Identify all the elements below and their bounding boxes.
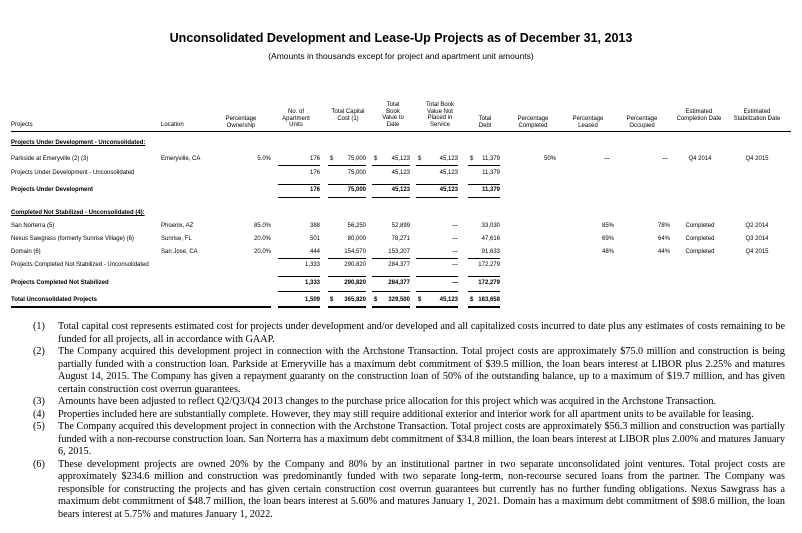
dollar-sign: $ <box>330 156 334 162</box>
occupied-cell: 44% <box>657 249 670 255</box>
column-rule <box>416 197 458 198</box>
capital-cost-cell: 290,820 <box>344 280 366 286</box>
completion-cell: Completed <box>685 236 715 242</box>
occupied-cell: — <box>662 156 668 162</box>
capital-cost-cell: 154,570 <box>344 249 366 255</box>
column-rule <box>328 276 366 277</box>
total-label: Projects Under Development <box>11 187 94 193</box>
dollar-sign: $ <box>418 156 422 162</box>
stabilization-cell: Q3 2014 <box>745 236 769 242</box>
not-in-service-cell: — <box>452 262 458 268</box>
project-name: San Norterra (5) <box>11 223 55 229</box>
column-rule <box>468 258 500 259</box>
not-in-service-cell: 45,123 <box>439 297 458 303</box>
footnote-text: Amounts have been adjusted to reflect Q2/Q3/Q4 2013 changes to the purchase price allocation for this project which was acquired in the Archstone Transaction. <box>58 396 717 407</box>
section-heading-completed-not-stabilized: Completed Not Stabilized - Unconsolidated (4): <box>11 210 145 216</box>
capital-cost-cell: 56,250 <box>347 223 366 229</box>
header-projects: Projects <box>11 122 33 128</box>
column-rule <box>372 165 410 166</box>
not-in-service-cell: 45,123 <box>439 156 458 162</box>
column-rule <box>416 258 458 259</box>
completed-cell: 50% <box>543 156 556 162</box>
header-capital-cost: Total Capital Cost (1) <box>331 109 365 122</box>
column-rule <box>372 184 410 185</box>
not-in-service-cell: 45,123 <box>439 170 458 176</box>
column-rule <box>416 184 458 185</box>
double-rule <box>328 306 366 308</box>
ownership-cell: 20.0% <box>253 249 271 255</box>
footnote-number: (6) <box>33 458 45 470</box>
capital-cost-cell: 75,000 <box>347 170 366 176</box>
grand-total-label: Total Unconsolidated Projects <box>11 297 97 303</box>
units-cell: 444 <box>309 249 320 255</box>
footnote <box>33 321 785 346</box>
column-rule <box>372 291 410 292</box>
debt-cell: 11,379 <box>482 170 500 176</box>
dollar-sign: $ <box>330 297 334 303</box>
footnote-number: (3) <box>33 396 45 407</box>
project-location: Phoenix, AZ <box>161 223 194 229</box>
column-rule <box>416 276 458 277</box>
stabilization-cell: Q4 2015 <box>745 249 769 255</box>
debt-cell: 183,658 <box>478 297 500 303</box>
completion-cell: Q4 2014 <box>688 156 712 162</box>
footnote-number: (1) <box>33 321 45 332</box>
footnote-text: The Company acquired this development project in connection with the Archstone Transaction. Total project costs are approximately $75.0 million and construction is being partially funded with a construction loan. Parkside at Emeryville has a maximum debt commitment of $39.5 million, the loan bears interest at LIBOR plus 2.25% and matures August 14, 2015. The Company has given a repayment guaranty on the construction loan of 50% of the outstanding balance, up to a maximum of $19.7 million, and has given certain construction cost overrun guarantees. <box>58 346 785 395</box>
stabilization-cell: Q4 2015 <box>745 156 769 162</box>
column-rule <box>416 165 458 166</box>
section-heading-under-development: Projects Under Development - Unconsolidated: <box>11 140 146 146</box>
column-rule <box>278 258 320 259</box>
dollar-sign: $ <box>418 297 422 303</box>
double-rule <box>468 306 500 308</box>
footnote-text: Total capital cost represents estimated cost for projects under development and/or developed and all capitalized costs incurred to date plus any estimates of costs remaining to be funded for all projects, all in accordance with GAAP. <box>58 321 785 345</box>
dollar-sign: $ <box>374 297 378 303</box>
debt-cell: 11,379 <box>482 156 500 162</box>
units-cell: 501 <box>309 236 320 242</box>
column-rule <box>278 197 320 198</box>
debt-cell: 47,616 <box>481 236 500 242</box>
footnote-text: Properties included here are substantially complete. However, they may still require additional exterior and interior work for all apartment units to be available for leasing. <box>58 408 754 420</box>
column-rule <box>328 165 366 166</box>
leased-cell: — <box>604 156 610 162</box>
book-value-cell: 284,377 <box>388 280 410 286</box>
occupied-cell: 78% <box>657 223 670 229</box>
column-rule <box>468 184 500 185</box>
ownership-cell: 5.0% <box>257 156 271 162</box>
column-rule <box>468 291 500 292</box>
subtotal-label: Projects Under Development - Unconsolidated <box>11 170 135 176</box>
footnote-text: The Company acquired this development project in connection with the Archstone Transaction. Total project costs are approximately $56.3 million and construction was partially funded with a non-recourse construction loan. San Norterra has a maximum debt commitment of $34.8 million, the loan bears interest at LIBOR plus 2.00% and matures January 6, 2015. <box>58 421 785 457</box>
capital-cost-cell: 75,000 <box>347 156 366 162</box>
footnote <box>33 421 785 459</box>
not-in-service-cell: — <box>452 223 458 229</box>
footnote-number: (4) <box>33 408 45 420</box>
completion-cell: Completed <box>685 249 715 255</box>
occupied-cell: 64% <box>657 236 670 242</box>
double-rule <box>278 306 320 308</box>
units-cell: 176 <box>309 156 320 162</box>
column-rule <box>328 291 366 292</box>
capital-cost-cell: 290,820 <box>344 262 366 268</box>
footnotes <box>33 321 785 521</box>
leased-cell: 48% <box>601 249 614 255</box>
header-pct-completed: Percentage Completed <box>517 116 549 129</box>
footnote-number: (2) <box>33 346 45 357</box>
book-value-cell: 52,899 <box>391 223 410 229</box>
units-cell: 388 <box>309 223 320 229</box>
book-value-cell: 329,500 <box>388 297 410 303</box>
page-subtitle: (Amounts in thousands except for project and apartment unit amounts) <box>268 51 534 61</box>
capital-cost-cell: 365,820 <box>344 297 366 303</box>
project-location: Sunrise, FL <box>161 236 192 242</box>
footnote-number: (5) <box>33 421 45 432</box>
not-in-service-cell: — <box>452 280 458 286</box>
units-cell: 176 <box>309 187 320 193</box>
footnote <box>33 409 785 422</box>
dollar-sign: $ <box>470 156 474 162</box>
not-in-service-cell: — <box>452 249 458 255</box>
book-value-cell: 45,123 <box>391 187 410 193</box>
project-name: Parkside at Emeryville (2) (3) <box>11 156 89 162</box>
column-rule <box>328 197 366 198</box>
debt-cell: 172,279 <box>478 262 500 268</box>
footnote <box>33 396 785 409</box>
debt-cell: 91,633 <box>481 249 500 255</box>
not-in-service-cell: 45,123 <box>439 187 458 193</box>
subtotal-label: Projects Completed Not Stabilized - Unconsolidated <box>11 262 149 268</box>
double-rule <box>416 306 458 308</box>
header-rule <box>11 131 791 132</box>
column-rule <box>468 197 500 198</box>
debt-cell: 11,379 <box>481 187 500 193</box>
column-rule <box>468 165 500 166</box>
leased-cell: 69% <box>601 236 614 242</box>
header-units: No. of Apartment Units <box>282 109 310 128</box>
dollar-sign: $ <box>374 156 378 162</box>
project-name: Nexus Sawgrass (formerly Sunrise Village) (6) <box>11 236 134 242</box>
column-rule <box>468 276 500 277</box>
total-label: Projects Completed Not Stabilized <box>11 280 109 286</box>
column-rule <box>328 184 366 185</box>
column-rule <box>278 291 320 292</box>
column-rule <box>372 276 410 277</box>
capital-cost-cell: 80,000 <box>347 236 366 242</box>
header-location: Location <box>161 122 184 128</box>
book-value-cell: 45,123 <box>391 170 410 176</box>
double-rule <box>372 306 410 308</box>
page-title: Unconsolidated Development and Lease-Up Projects as of December 31, 2013 <box>169 31 633 45</box>
book-value-cell: 153,207 <box>388 249 410 255</box>
units-cell: 1,333 <box>304 262 320 268</box>
leased-cell: 85% <box>601 223 614 229</box>
column-rule <box>328 258 366 259</box>
column-rule <box>278 184 320 185</box>
ownership-cell: 20.0% <box>253 236 271 242</box>
book-value-cell: 78,271 <box>391 236 410 242</box>
project-location: San Jose, CA <box>161 249 198 255</box>
column-rule <box>372 197 410 198</box>
header-pct-ownership: Percentage Ownership <box>225 116 257 129</box>
header-book-value: Total Book Value to Date <box>382 102 404 128</box>
debt-cell: 172,279 <box>478 280 500 286</box>
book-value-cell: 284,377 <box>388 262 410 268</box>
completion-cell: Completed <box>685 223 715 229</box>
footnote-text: These development projects are owned 20% by the Company and 80% by an institutional partner in two separate unconsolidated joint ventures. Total project costs are approximately $234.6 million and construction was predominantly funded with two separate long-term, non-recourse secured loans from the partner. The Company was responsible for constructing the projects and has given certain construction cost overrun guarantees but currently has no further funding obligations. Nexus Sawgrass has a maximum debt commitment of $48.7 million, the loan bears interest at 5.60% and matures January 1, 2021. Domain has a maximum debt commitment of $98.6 million, the loan bears interest at 5.75% and matures January 1, 2022. <box>58 458 785 520</box>
book-value-cell: 45,123 <box>391 156 410 162</box>
column-rule <box>278 276 320 277</box>
header-completion-date: Estimated Completion Date <box>676 109 722 122</box>
header-pct-leased: Percentage Leased <box>572 116 604 129</box>
footnote <box>33 346 785 396</box>
column-rule <box>416 291 458 292</box>
ownership-cell: 85.0% <box>253 223 271 229</box>
project-location: Emeryville, CA <box>161 156 201 162</box>
not-in-service-cell: — <box>452 236 458 242</box>
header-stabilization-date: Estimated Stabilization Date <box>733 109 781 122</box>
stabilization-cell: Q2 2014 <box>745 223 769 229</box>
footnote <box>33 459 785 522</box>
project-name: Domain (6) <box>11 249 41 255</box>
column-rule <box>372 258 410 259</box>
units-cell: 1,333 <box>304 280 320 286</box>
debt-cell: 33,030 <box>481 223 500 229</box>
column-rule <box>278 165 320 166</box>
header-not-in-service: Total Book Value Not Placed in Service <box>425 102 455 128</box>
units-cell: 176 <box>309 170 320 176</box>
units-cell: 1,509 <box>304 297 320 303</box>
header-pct-occupied: Percentage Occupied <box>626 116 658 129</box>
double-rule <box>11 306 271 308</box>
dollar-sign: $ <box>470 297 474 303</box>
capital-cost-cell: 75,000 <box>347 187 366 193</box>
header-debt: Total Debt <box>478 116 492 129</box>
